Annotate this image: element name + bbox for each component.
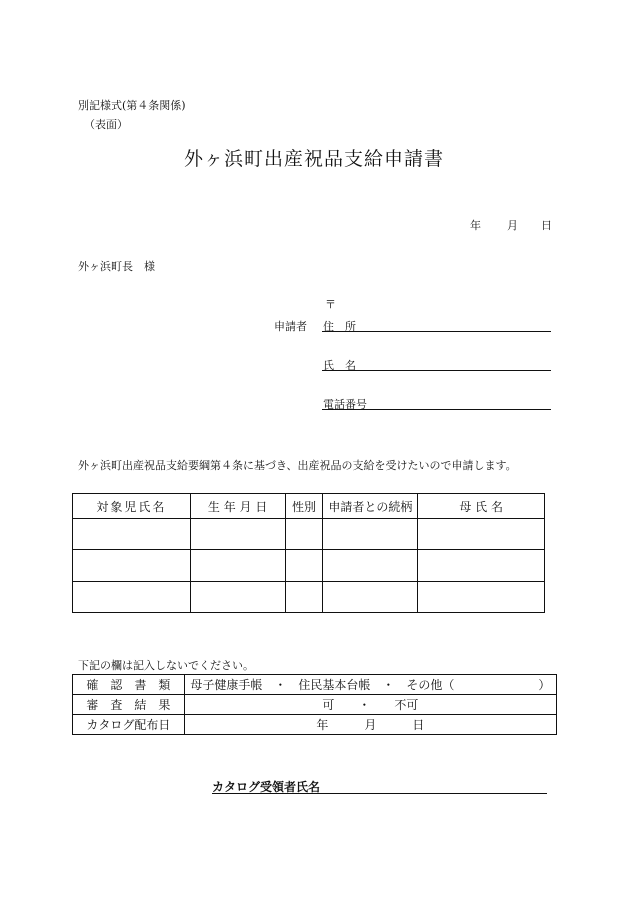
application-statement: 外ヶ浜町出産祝品支給要綱第４条に基づき、出産祝品の支給を受けたいので申請します。 [78,459,517,472]
office-label-catalog-date: カタログ配布日 [73,715,185,735]
header-gender: 性別 [285,494,323,519]
cell-mother-name[interactable] [418,550,545,582]
cell-relationship[interactable] [323,550,418,582]
address-field-line[interactable] [322,331,551,332]
header-relationship: 申請者との続柄 [323,494,418,519]
cell-mother-name[interactable] [418,582,545,613]
cell-birthdate[interactable] [190,519,285,550]
date-month-label: 月 [507,219,518,232]
date-day-label: 日 [541,219,552,232]
date-year-label: 年 [470,219,481,232]
child-info-table [72,493,545,613]
office-label-review: 審 査 結 果 [73,695,185,715]
header-mother-name: 母 氏 名 [418,494,545,519]
office-row-review [73,695,557,715]
child-table-header-row [73,494,545,519]
form-side-label: （表面） [84,118,128,131]
cell-relationship[interactable] [323,582,418,613]
name-field-line[interactable] [322,370,551,371]
table-row [73,550,545,582]
office-row-catalog-date [73,715,557,735]
cell-relationship[interactable] [323,519,418,550]
office-label-documents: 確 認 書 類 [73,675,185,695]
cell-birthdate[interactable] [190,550,285,582]
header-birthdate: 生 年 月 日 [190,494,285,519]
page-title: 外ヶ浜町出産祝品支給申請書 [184,148,445,170]
receiver-signature-line[interactable] [212,793,547,794]
form-reference: 別記様式(第４条関係) [78,99,186,112]
office-value-documents: 母子健康手帳 ・ 住民基本台帳 ・ その他（ ） [184,675,556,695]
receiver-label: カタログ受領者氏名 [212,780,321,794]
cell-gender[interactable] [285,519,323,550]
addressee: 外ヶ浜町長 様 [78,260,155,273]
office-value-catalog-date: 年 月 日 [184,715,556,735]
cell-birthdate[interactable] [190,582,285,613]
cell-gender[interactable] [285,582,323,613]
office-row-documents [73,675,557,695]
office-use-note: 下記の欄は記入しないでください。 [78,659,254,672]
cell-child-name[interactable] [73,550,191,582]
postal-mark: 〒 [325,298,336,311]
name-label: 氏 名 [323,359,356,372]
table-row [73,519,545,550]
cell-child-name[interactable] [73,519,191,550]
phone-field-line[interactable] [322,409,551,410]
table-row [73,582,545,613]
office-value-review: 可 ・ 不可 [184,695,556,715]
header-child-name: 対象児氏名 [73,494,191,519]
cell-gender[interactable] [285,550,323,582]
address-label: 住 所 [323,320,356,333]
cell-mother-name[interactable] [418,519,545,550]
cell-child-name[interactable] [73,582,191,613]
applicant-label: 申請者 [274,320,307,333]
phone-label: 電話番号 [323,398,367,411]
office-use-table [72,674,557,735]
